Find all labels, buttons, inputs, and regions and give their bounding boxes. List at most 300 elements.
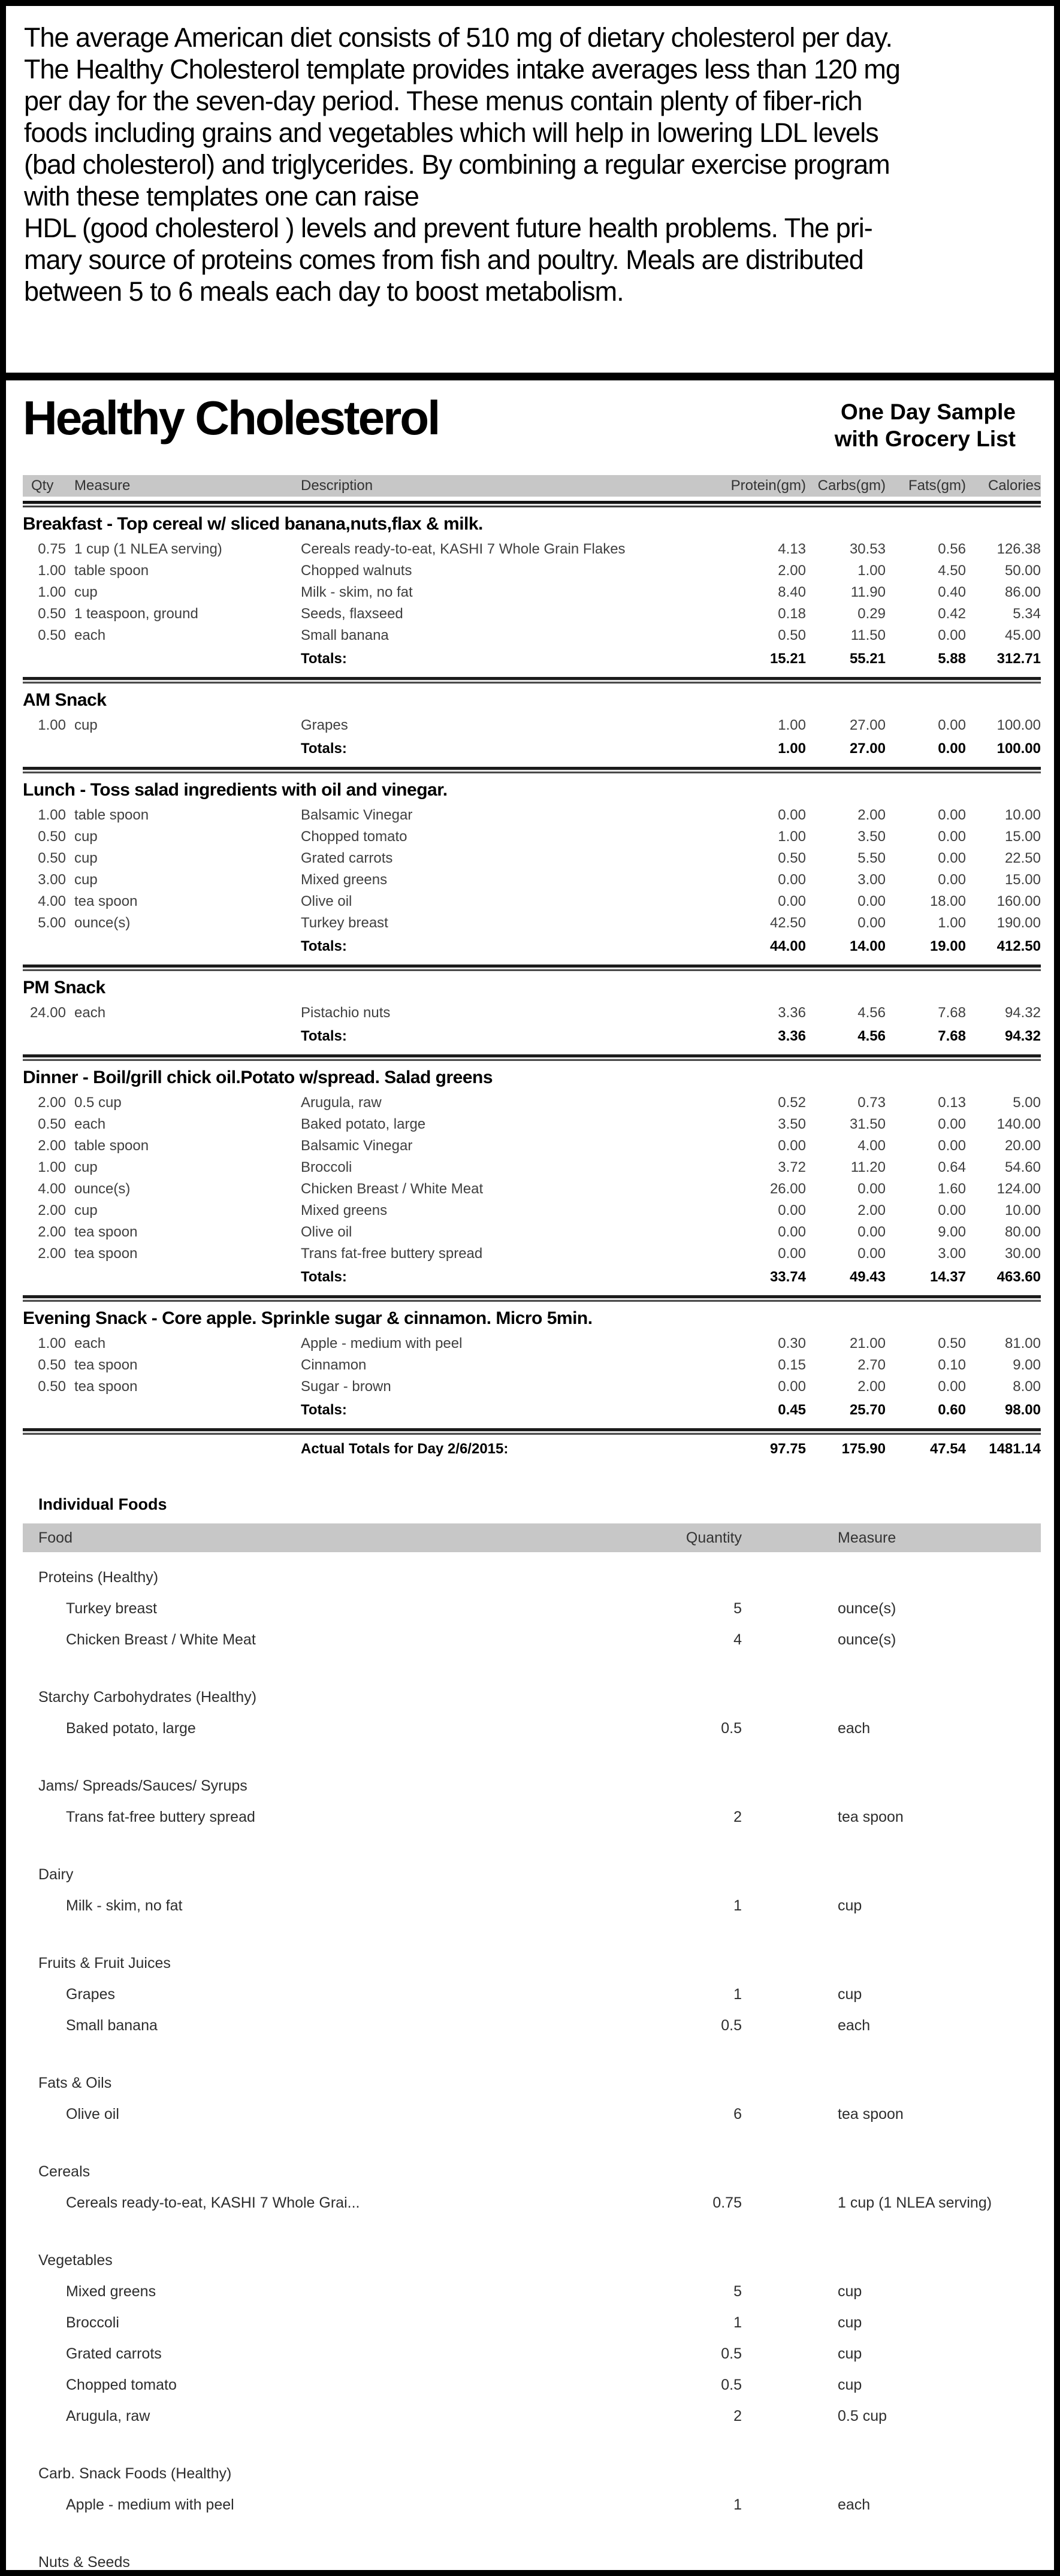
cell-qty: 0.50 [38, 1357, 66, 1373]
grand-total-carbs: 175.90 [841, 1441, 886, 1457]
cell-carbs: 4.56 [857, 1028, 886, 1044]
food-item-row [23, 2099, 1041, 2130]
cell-calories: 8.00 [1013, 1378, 1041, 1395]
cell-quantity: 1 [733, 1897, 742, 1914]
cell-protein: 15.21 [769, 651, 806, 667]
cell-carbs: 0.00 [857, 1245, 886, 1262]
cell-quantity: 1 [733, 2496, 742, 2513]
cell-qty: 1.00 [38, 717, 66, 733]
food-item-row [23, 2010, 1041, 2041]
section-separator [23, 965, 1041, 971]
cell-qty: 0.50 [38, 850, 66, 866]
column-header-description: Description [301, 477, 373, 494]
grand-total-protein: 97.75 [769, 1441, 806, 1457]
cell-fats: 1.60 [938, 1181, 966, 1197]
cell-fats: 5.88 [938, 651, 966, 667]
cell-measure: ounce(s) [74, 915, 131, 931]
food-group [23, 1682, 1041, 1744]
cell-quantity: 5 [733, 1600, 742, 1617]
cell-calories: 160.00 [996, 893, 1041, 909]
cell-carbs: 11.20 [850, 1159, 886, 1175]
intro-line: with these templates one can raise [24, 181, 419, 211]
cell-measure: cup [838, 1986, 862, 2003]
cell-qty: 2.00 [38, 1202, 66, 1219]
cell-qty: 1.00 [38, 584, 66, 600]
cell-calories: 463.60 [996, 1269, 1041, 1285]
cell-quantity: 4 [733, 1631, 742, 1648]
cell-description: Totals: [301, 1402, 347, 1418]
cell-description: Trans fat-free buttery spread [301, 1245, 483, 1262]
cell-description: Grapes [301, 717, 348, 733]
cell-qty: 0.50 [38, 606, 66, 622]
cell-calories: 412.50 [996, 938, 1041, 954]
cell-calories: 50.00 [1004, 563, 1041, 579]
cell-description: Chopped tomato [301, 829, 407, 845]
meal-row [23, 560, 1041, 582]
cell-measure: table spoon [74, 1138, 149, 1154]
cell-protein: 42.50 [769, 915, 806, 931]
page-subtitle [835, 394, 1016, 452]
cell-calories: 20.00 [1004, 1138, 1041, 1154]
cell-measure: 0.5 cup [74, 1095, 122, 1111]
column-header-qty: Qty [31, 477, 54, 494]
cell-protein: 0.18 [778, 606, 806, 622]
cell-measure: cup [74, 1159, 98, 1175]
cell-measure: ounce(s) [838, 1600, 896, 1617]
cell-description: Chopped walnuts [301, 563, 412, 579]
cell-food: Arugula, raw [66, 2408, 150, 2424]
meal-totals-row [23, 934, 1041, 959]
cell-qty: 2.00 [38, 1095, 66, 1111]
cell-food: Trans fat-free buttery spread [66, 1809, 255, 1825]
cell-protein: 3.50 [778, 1116, 806, 1132]
cell-measure [66, 1265, 282, 1290]
meal-row [23, 1178, 1041, 1200]
cell-food: Small banana [66, 2017, 158, 2034]
meal-section-title: AM Snack [23, 690, 107, 710]
cell-description: Balsamic Vinegar [301, 1138, 413, 1154]
cell-protein: 33.74 [769, 1269, 806, 1285]
cell-carbs: 2.70 [857, 1357, 886, 1373]
intro-line: The Healthy Cholesterol template provides intake averages less than 120 mg [24, 54, 900, 84]
cell-quantity: 1 [733, 2314, 742, 2331]
column-header-quantity: Quantity [685, 1529, 742, 1546]
cell-protein: 0.00 [778, 893, 806, 909]
food-item-row [23, 2489, 1041, 2520]
individual-foods-header-bar [23, 1523, 1041, 1552]
cell-quantity: 1 [733, 1986, 742, 2003]
cell-fats: 0.56 [938, 541, 966, 557]
individual-foods-title: Individual Foods [38, 1495, 167, 1513]
cell-protein: 0.00 [778, 1245, 806, 1262]
cell-calories: 94.32 [1004, 1028, 1041, 1044]
cell-qty [23, 934, 66, 959]
cell-description: Totals: [301, 938, 347, 954]
food-group [23, 2067, 1041, 2130]
grand-total-fats: 47.54 [929, 1441, 966, 1457]
cell-fats: 0.00 [938, 1202, 966, 1219]
cell-measure: each [838, 2496, 871, 2513]
meal-row [23, 1157, 1041, 1178]
cell-food: Grapes [66, 1986, 115, 2003]
cell-description: Mixed greens [301, 1202, 388, 1219]
cell-qty [23, 1398, 66, 1423]
food-item-row [23, 1890, 1041, 1921]
food-item-row [23, 1624, 1041, 1655]
cell-calories: 5.34 [1013, 606, 1041, 622]
cell-measure: tea spoon [74, 1245, 138, 1262]
food-item-row [23, 2400, 1041, 2432]
cell-measure: cup [838, 2314, 862, 2331]
cell-calories: 9.00 [1013, 1357, 1041, 1373]
column-header-protein: Protein(gm) [730, 477, 806, 494]
intro-line: foods including grains and vegetables which will help in lowering LDL levels [24, 117, 878, 148]
cell-description: Small banana [301, 627, 389, 643]
cell-carbs: 4.56 [857, 1005, 886, 1021]
cell-fats: 7.68 [938, 1028, 966, 1044]
food-group [23, 1562, 1041, 1655]
column-header-measure: Measure [74, 477, 131, 494]
cell-description: Grated carrots [301, 850, 393, 866]
column-header-measure: Measure [838, 1529, 896, 1546]
meal-sections [23, 514, 1041, 1423]
cell-protein: 26.00 [769, 1181, 806, 1197]
food-group [23, 1948, 1041, 2041]
cell-qty: 1.00 [38, 1159, 66, 1175]
cell-measure [66, 934, 282, 959]
cell-qty [23, 1024, 66, 1049]
cell-calories: 126.38 [996, 541, 1041, 557]
cell-qty: 0.50 [38, 829, 66, 845]
cell-carbs: 14.00 [849, 938, 886, 954]
cell-carbs: 4.00 [857, 1138, 886, 1154]
cell-measure: 1 cup (1 NLEA serving) [74, 541, 222, 557]
cell-protein: 0.00 [778, 1378, 806, 1395]
cell-calories: 124.00 [996, 1181, 1041, 1197]
cell-fats: 18.00 [929, 893, 966, 909]
intro-line: between 5 to 6 meals each day to boost metabolism. [24, 276, 624, 307]
cell-quantity: 0.75 [712, 2194, 742, 2211]
cell-measure: tea spoon [74, 1224, 138, 1240]
individual-foods-section [23, 1495, 1041, 2576]
cell-carbs: 27.00 [849, 717, 886, 733]
cell-food: Cereals ready-to-eat, KASHI 7 Whole Grai... [66, 2194, 360, 2211]
meal-row [23, 582, 1041, 603]
cell-qty [23, 736, 66, 761]
cell-measure: each [74, 1335, 106, 1352]
cell-measure: tea spoon [838, 1809, 904, 1825]
cell-fats: 0.00 [938, 872, 966, 888]
meal-section-title: Evening Snack - Core apple. Sprinkle sugar & cinnamon. Micro 5min. [23, 1308, 593, 1328]
cell-carbs: 3.50 [857, 829, 886, 845]
cell-description: Chicken Breast / White Meat [301, 1181, 484, 1197]
food-group-name: Carb. Snack Foods (Healthy) [38, 2465, 232, 2482]
cell-qty: 0.75 [38, 541, 66, 557]
section-separator [23, 1428, 1041, 1435]
cell-carbs: 55.21 [849, 651, 886, 667]
food-item-row [23, 2369, 1041, 2400]
meal-row [23, 826, 1041, 848]
cell-food: Chicken Breast / White Meat [66, 1631, 256, 1648]
cell-protein: 1.00 [778, 717, 806, 733]
cell-fats: 7.68 [938, 1005, 966, 1021]
cell-description: Turkey breast [301, 915, 388, 931]
cell-measure: each [74, 627, 106, 643]
meal-row [23, 1114, 1041, 1135]
cell-fats: 9.00 [938, 1224, 966, 1240]
food-groups [23, 1562, 1041, 2576]
cell-quantity: 0.5 [721, 2377, 742, 2393]
cell-measure: cup [838, 2345, 862, 2362]
cell-food: Olive oil [66, 2106, 119, 2123]
meal-row [23, 1092, 1041, 1114]
cell-protein: 0.00 [778, 1202, 806, 1219]
cell-fats: 0.64 [938, 1159, 966, 1175]
cell-fats: 0.00 [938, 850, 966, 866]
cell-description: Arugula, raw [301, 1095, 382, 1111]
cell-fats: 0.40 [938, 584, 966, 600]
cell-food: Chopped tomato [66, 2377, 177, 2393]
cell-fats: 0.60 [938, 1402, 966, 1418]
cell-qty: 1.00 [38, 1335, 66, 1352]
cell-carbs: 3.00 [857, 872, 886, 888]
cell-description: Olive oil [301, 1224, 352, 1240]
food-item-row [23, 1593, 1041, 1624]
cell-protein: 0.00 [778, 1224, 806, 1240]
cell-description: Pistachio nuts [301, 1005, 391, 1021]
cell-description: Totals: [301, 651, 347, 667]
cell-calories: 15.00 [1004, 829, 1041, 845]
cell-qty: 2.00 [38, 1245, 66, 1262]
cell-calories: 5.00 [1013, 1095, 1041, 1111]
cell-measure: tea spoon [838, 2106, 904, 2123]
food-group-name: Nuts & Seeds [38, 2554, 130, 2571]
cell-protein: 1.00 [778, 829, 806, 845]
section-separator [23, 1054, 1041, 1061]
meal-section-title: Breakfast - Top cereal w/ sliced banana,nuts,flax & milk. [23, 514, 483, 534]
cell-calories: 15.00 [1004, 872, 1041, 888]
cell-measure: 1 cup (1 NLEA serving) [838, 2194, 992, 2211]
cell-qty: 2.00 [38, 1138, 66, 1154]
cell-protein: 3.36 [778, 1005, 806, 1021]
cell-description: Milk - skim, no fat [301, 584, 413, 600]
section-separator [23, 767, 1041, 773]
cell-description: Totals: [301, 1269, 347, 1285]
horizontal-rule [6, 373, 1054, 380]
food-group-name: Cereals [38, 2163, 90, 2180]
cell-fats: 4.50 [938, 563, 966, 579]
cell-measure: ounce(s) [838, 1631, 896, 1648]
cell-fats: 19.00 [929, 938, 966, 954]
cell-fats: 3.00 [938, 1245, 966, 1262]
cell-food: Milk - skim, no fat [66, 1897, 183, 1914]
cell-carbs: 30.53 [849, 541, 886, 557]
cell-carbs: 25.70 [849, 1402, 886, 1418]
cell-carbs: 0.73 [857, 1095, 886, 1111]
cell-protein: 44.00 [769, 938, 806, 954]
cell-description: Totals: [301, 740, 347, 757]
food-group [23, 2156, 1041, 2218]
cell-carbs: 0.00 [857, 1224, 886, 1240]
cell-description: Cereals ready-to-eat, KASHI 7 Whole Grain Flakes [301, 541, 626, 557]
cell-calories: 10.00 [1004, 807, 1041, 823]
cell-description: Balsamic Vinegar [301, 807, 413, 823]
cell-measure: tea spoon [74, 1357, 138, 1373]
intro-paragraph [6, 6, 1054, 373]
cell-protein: 0.45 [778, 1402, 806, 1418]
cell-description: Apple - medium with peel [301, 1335, 463, 1352]
cell-food: Turkey breast [66, 1600, 157, 1617]
food-group [23, 2245, 1041, 2432]
cell-measure: tea spoon [74, 893, 138, 909]
cell-protein: 0.30 [778, 1335, 806, 1352]
cell-description: Baked potato, large [301, 1116, 426, 1132]
cell-fats: 0.00 [938, 717, 966, 733]
cell-qty [23, 646, 66, 672]
cell-qty: 3.00 [38, 872, 66, 888]
cell-food: Apple - medium with peel [66, 2496, 234, 2513]
cell-measure: table spoon [74, 807, 149, 823]
meal-row [23, 805, 1041, 826]
cell-qty: 5.00 [38, 915, 66, 931]
cell-calories: 94.32 [1004, 1005, 1041, 1021]
section-separator [23, 677, 1041, 684]
cell-protein: 3.72 [778, 1159, 806, 1175]
cell-fats: 0.42 [938, 606, 966, 622]
cell-measure: cup [74, 829, 98, 845]
meal-row [23, 603, 1041, 625]
cell-food: Mixed greens [66, 2283, 156, 2300]
cell-fats: 0.50 [938, 1335, 966, 1352]
food-group-name: Starchy Carbohydrates (Healthy) [38, 1689, 257, 1706]
cell-protein: 8.40 [778, 584, 806, 600]
food-item-row [23, 1713, 1041, 1744]
cell-qty: 1.00 [38, 807, 66, 823]
cell-measure: cup [838, 2377, 862, 2393]
cell-measure: cup [74, 1202, 98, 1219]
cell-description: Seeds, flaxseed [301, 606, 403, 622]
cell-measure: ounce(s) [74, 1181, 131, 1197]
cell-protein: 4.13 [778, 541, 806, 557]
cell-quantity: 5 [733, 2283, 742, 2300]
meal-totals-row [23, 1398, 1041, 1423]
food-item-row [23, 2276, 1041, 2307]
cell-calories: 81.00 [1004, 1335, 1041, 1352]
food-group-name: Proteins (Healthy) [38, 1569, 159, 1586]
cell-fats: 14.37 [929, 1269, 966, 1285]
cell-measure: cup [838, 2283, 862, 2300]
cell-quantity: 0.5 [721, 1720, 742, 1737]
food-group-name: Fruits & Fruit Juices [38, 1955, 171, 1972]
cell-qty: 1.00 [38, 563, 66, 579]
cell-protein: 0.00 [778, 872, 806, 888]
food-item-row [23, 1801, 1041, 1833]
cell-carbs: 2.00 [857, 1378, 886, 1395]
cell-qty: 4.00 [38, 1181, 66, 1197]
cell-calories: 22.50 [1004, 850, 1041, 866]
cell-description: Sugar - brown [301, 1378, 391, 1395]
cell-measure: each [74, 1116, 106, 1132]
cell-measure [66, 1024, 282, 1049]
cell-protein: 0.50 [778, 850, 806, 866]
cell-food: Broccoli [66, 2314, 119, 2331]
cell-quantity: 2 [733, 2408, 742, 2424]
cell-qty: 0.50 [38, 627, 66, 643]
cell-measure: 0.5 cup [838, 2408, 887, 2424]
meal-row [23, 1002, 1041, 1024]
cell-measure: cup [74, 850, 98, 866]
intro-line: mary source of proteins comes from fish and poultry. Meals are distributed [24, 244, 863, 275]
cell-carbs: 0.29 [857, 606, 886, 622]
cell-calories: 312.71 [996, 651, 1041, 667]
cell-description: Broccoli [301, 1159, 352, 1175]
food-item-row [23, 2187, 1041, 2218]
cell-measure [66, 646, 282, 672]
cell-fats: 1.00 [938, 915, 966, 931]
cell-measure [66, 736, 282, 761]
cell-measure: each [74, 1005, 106, 1021]
meal-row [23, 1376, 1041, 1398]
cell-protein: 2.00 [778, 563, 806, 579]
meal-row [23, 1135, 1041, 1157]
cell-carbs: 0.00 [857, 1181, 886, 1197]
cell-carbs: 31.50 [849, 1116, 886, 1132]
food-group-name: Dairy [38, 1866, 74, 1883]
meal-row [23, 1222, 1041, 1243]
title-row [6, 380, 1054, 475]
grand-total-calories: 1481.14 [989, 1441, 1041, 1457]
cell-carbs: 1.00 [857, 563, 886, 579]
cell-carbs: 49.43 [849, 1269, 886, 1285]
cell-fats: 0.00 [938, 807, 966, 823]
cell-carbs: 0.00 [857, 893, 886, 909]
food-group [23, 2547, 1041, 2576]
food-group-name: Vegetables [38, 2252, 113, 2269]
cell-carbs: 21.00 [849, 1335, 886, 1352]
cell-protein: 0.50 [778, 627, 806, 643]
cell-quantity: 2 [733, 1809, 742, 1825]
meal-section-title: Dinner - Boil/grill chick oil.Potato w/spread. Salad greens [23, 1068, 493, 1087]
cell-carbs: 0.00 [857, 915, 886, 931]
cell-fats: 0.00 [938, 1378, 966, 1395]
cell-fats: 0.00 [938, 740, 966, 757]
cell-measure: cup [74, 717, 98, 733]
cell-protein: 0.00 [778, 807, 806, 823]
cell-fats: 0.00 [938, 1116, 966, 1132]
cell-calories: 54.60 [1004, 1159, 1041, 1175]
cell-calories: 100.00 [996, 717, 1041, 733]
cell-calories: 80.00 [1004, 1224, 1041, 1240]
meal-totals-row [23, 1265, 1041, 1290]
cell-fats: 0.10 [938, 1357, 966, 1373]
intro-line: per day for the seven-day period. These menus contain plenty of fiber-rich [24, 86, 862, 116]
column-header-carbs: Carbs(gm) [817, 477, 886, 494]
cell-quantity: 6 [733, 2106, 742, 2123]
cell-calories: 190.00 [996, 915, 1041, 931]
cell-measure: table spoon [74, 563, 149, 579]
grand-total-label: Actual Totals for Day 2/6/2015: [301, 1441, 509, 1457]
food-group-name: Fats & Oils [38, 2075, 112, 2091]
cell-qty: 4.00 [38, 893, 66, 909]
meal-row [23, 1354, 1041, 1376]
intro-line: The average American diet consists of 510 mg of dietary cholesterol per day. [24, 22, 892, 53]
cell-description: Mixed greens [301, 872, 388, 888]
cell-measure: tea spoon [74, 1378, 138, 1395]
meal-row [23, 1333, 1041, 1354]
cell-measure: each [838, 2017, 871, 2034]
cell-qty: 24.00 [29, 1005, 66, 1021]
meal-section-title: Lunch - Toss salad ingredients with oil and vinegar. [23, 780, 448, 800]
